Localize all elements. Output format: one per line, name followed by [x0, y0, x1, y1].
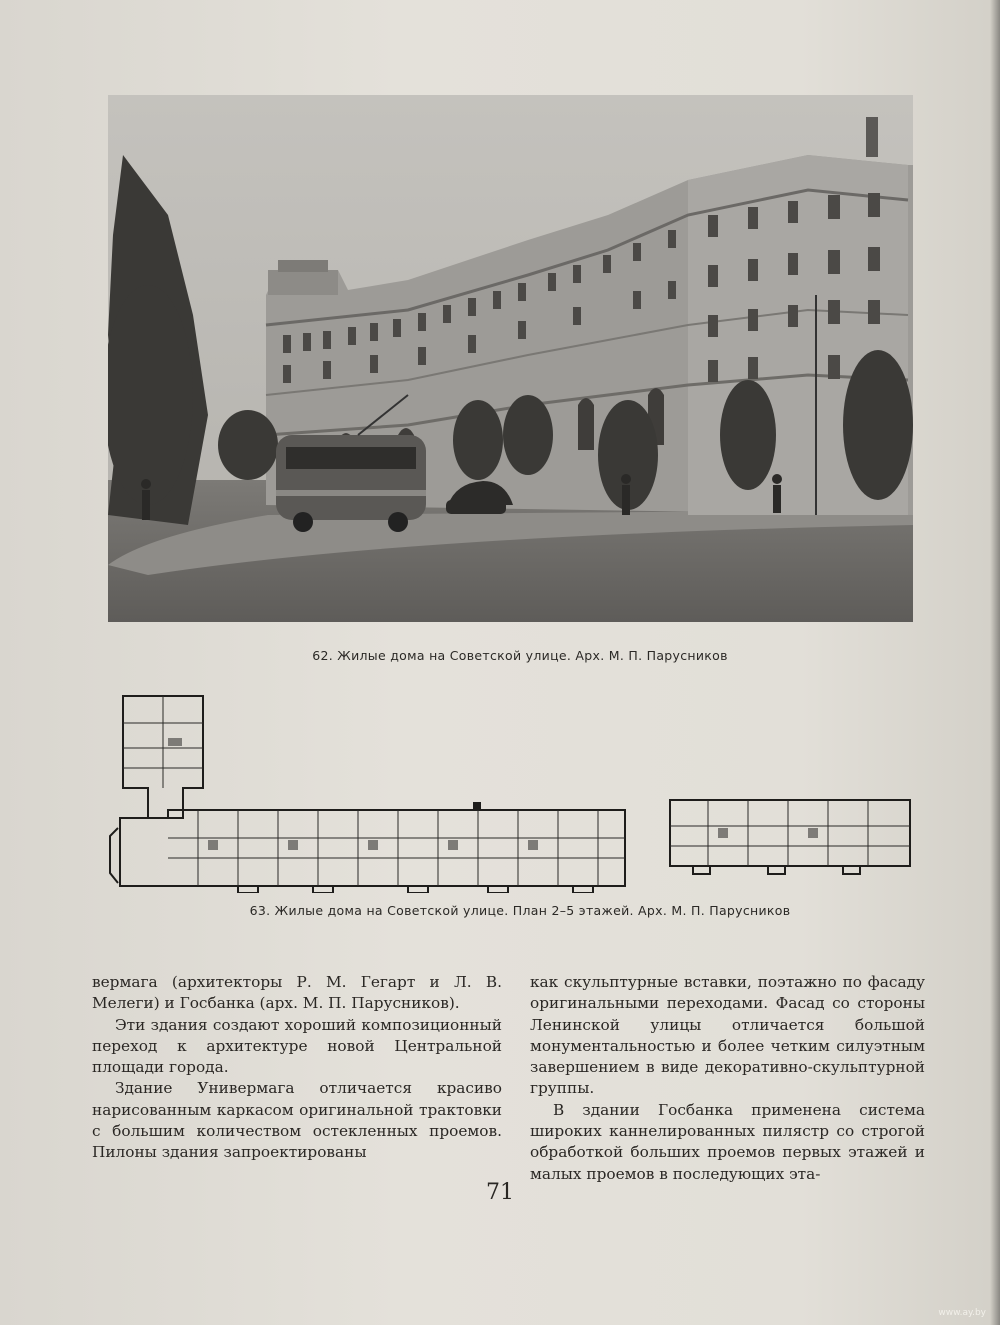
watermark: www.ay.by — [938, 1308, 986, 1318]
left-text-column — [92, 972, 502, 1164]
page-number: 71 — [486, 1180, 514, 1205]
street-photograph — [108, 95, 913, 622]
floor-plan-drawing — [108, 688, 913, 893]
paragraph: вермага (архитекторы Р. М. Гегарт и Л. В. Мелеги) и Госбанка (арх. М. П. Парусников). — [92, 973, 502, 1013]
figure-62-caption: 62. Жилые дома на Советской улице. Арх. М. П. Парусников — [312, 648, 728, 663]
paragraph: В здании Госбанка применена система широких каннелированных пилястр со строгой обработкой больших проемов первых этажей и малых проемов в последующих эта- — [530, 1100, 925, 1183]
floor-plan-illustration — [108, 688, 913, 893]
paragraph: Здание Универмага отличается красиво нарисованным каркасом оригинальной трактовки с большим количеством остекленных проемов. Пилоны здания запроектированы — [92, 1079, 502, 1162]
photo-illustration — [108, 95, 913, 622]
binding-shadow — [990, 0, 1000, 1325]
paragraph: Эти здания создают хороший композиционный переход к архитектуре новой Центральной площади города. — [92, 1015, 502, 1077]
paragraph: как скульптурные вставки, поэтажно по фасаду оригинальными переходами. Фасад со стороны Ленинской улицы отличается большой монументальностью и более четким силуэтным завершением в виде декоративно-скульптурной группы. — [530, 973, 925, 1098]
right-text-column — [530, 972, 925, 1185]
figure-63-caption: 63. Жилые дома на Советской улице. План 2–5 этажей. Арх. М. П. Парусников — [249, 903, 791, 918]
